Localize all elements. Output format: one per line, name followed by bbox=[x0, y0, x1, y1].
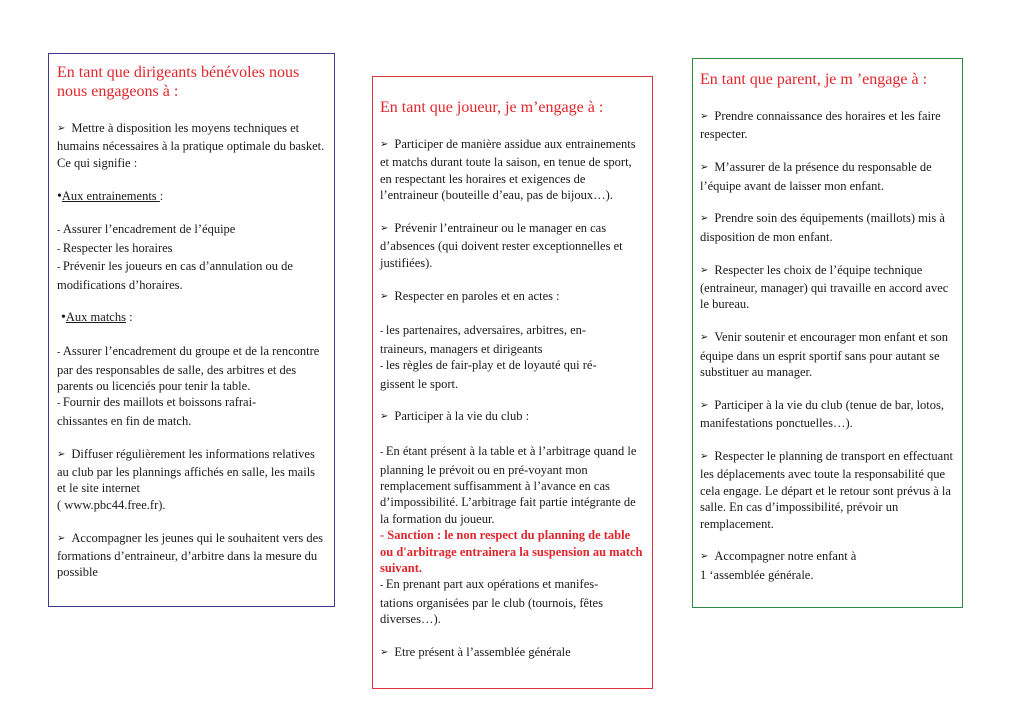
vie-club-item: - En prenant part aux opérations et manifes- tations organisées par le club (tournois, fêtes diverses…). bbox=[380, 577, 603, 627]
parent-item: ➢ Prendre connaissance des horaires et les faire respecter. bbox=[700, 109, 941, 142]
arrow-bullet-icon: ➢ bbox=[380, 290, 389, 302]
parent-item: ➢ Participer à la vie du club (tenue de bar, lotos, manifestations ponctuelles…). bbox=[700, 397, 945, 431]
arrow-bullet-icon: ➢ bbox=[700, 332, 709, 344]
sanction-notice: - Sanction : le non respect du planning de table ou d'arbitrage entrainera la suspension au match suivant. bbox=[380, 528, 643, 576]
joueur-paragraph-2: ➢ Prévenir l’entraineur ou le manager en cas d’absences (qui doivent rester exceptionnelles et justifiées). bbox=[380, 221, 623, 270]
dirigeants-heading: En tant que dirigeants bénévoles nous nous engageons à : bbox=[57, 64, 300, 100]
joueur-paragraph-1: ➢ Participer de manière assidue aux entrainements et matchs durant toute la saison, en tenue de sport, en respectant les horaires et exigences de l’entraineur (bouteille d’eau, pas de bijoux…). bbox=[380, 137, 636, 203]
arrow-bullet-icon: ➢ bbox=[57, 532, 66, 544]
joueur-paragraph-4: ➢ Participer à la vie du club : bbox=[380, 409, 530, 424]
arrow-bullet-icon: ➢ bbox=[700, 111, 709, 122]
respect-item: - les règles de fair-play et de loyauté qui ré- gissent le sport. bbox=[380, 358, 597, 391]
bullet-icon: • bbox=[57, 188, 62, 204]
matchs-section-label: •Aux matchs : bbox=[61, 310, 133, 326]
parent-heading: En tant que parent, je m ’engage à : bbox=[700, 71, 928, 88]
dirigeants-panel bbox=[48, 53, 335, 607]
arrow-bullet-icon: ➢ bbox=[700, 264, 709, 276]
arrow-bullet-icon: ➢ bbox=[380, 223, 389, 235]
vie-club-item: - En étant présent à la table et à l’arbitrage quand le planning le prévoit ou en pré-voyant mon remplacement suffisamment à l’avance en cas d’impossibilité. L’arbitrage fait partie intégrante de la formation du joueur. bbox=[380, 444, 637, 526]
arrow-bullet-icon: ➢ bbox=[57, 448, 66, 460]
parent-item: ➢ Respecter les choix de l’équipe technique (entraineur, manager) qui travaille en accord avec le bureau. bbox=[700, 262, 949, 312]
matchs-item: - Fournir des maillots et boissons rafrai- chissantes en fin de match. bbox=[57, 395, 257, 428]
joueur-paragraph-5: ➢ Etre présent à l’assemblée générale bbox=[380, 645, 571, 660]
arrow-bullet-icon: ➢ bbox=[700, 551, 709, 563]
joueur-paragraph-3: ➢ Respecter en paroles et en actes : bbox=[380, 288, 560, 303]
entrainements-item: - Respecter les horaires bbox=[57, 240, 173, 255]
arrow-bullet-icon: ➢ bbox=[380, 139, 389, 150]
arrow-bullet-icon: ➢ bbox=[380, 647, 389, 659]
dirigeants-paragraph-1: ➢ Mettre à disposition les moyens techniques et humains nécessaires à la pratique optimale du basket. Ce qui signifie : bbox=[57, 121, 325, 170]
parent-item: ➢ Respecter le planning de transport en effectuant les déplacements avec toute la responsabilité que cela engage. Le départ et le retour sont prévus à la salle. En cas d’impossibilité, prévoir un remplacement. bbox=[700, 449, 953, 531]
matchs-item: - Assurer l’encadrement du groupe et de la rencontre par des responsables de salle, des arbitres et des parents ou licenciés pour tenir la table. bbox=[57, 344, 320, 394]
arrow-bullet-icon: ➢ bbox=[700, 451, 709, 463]
entrainements-item: - Prévenir les joueurs en cas d’annulation ou de modifications d’horaires. bbox=[57, 259, 293, 292]
parent-item: ➢ Prendre soin des équipements (maillots) mis à disposition de mon enfant. bbox=[700, 211, 945, 244]
entrainements-section-label: •Aux entrainements : bbox=[57, 188, 164, 204]
parent-panel bbox=[692, 58, 963, 608]
entrainements-item: - Assurer l’encadrement de l’équipe bbox=[57, 222, 236, 237]
arrow-bullet-icon: ➢ bbox=[700, 213, 709, 225]
parent-item: ➢ Venir soutenir et encourager mon enfant et son équipe dans un esprit sportif sans pour autant se substituer au manager. bbox=[700, 330, 948, 380]
parent-item: ➢ Accompagner notre enfant à 1 ‘assemblée générale. bbox=[700, 549, 857, 582]
dirigeants-paragraph-3: ➢ Accompagner les jeunes qui le souhaitent vers des formations d’entraineur, d’arbitre dans la mesure du possible bbox=[57, 530, 324, 580]
joueur-heading: En tant que joueur, je m’engage à : bbox=[380, 99, 604, 116]
dirigeants-paragraph-2: ➢ Diffuser régulièrement les informations relatives au club par les plannings affichés en salle, les mails et le site internet ( www.pbc44.free.fr). bbox=[57, 446, 316, 512]
respect-item: - les partenaires, adversaires, arbitres, en- traineurs, managers et dirigeants bbox=[380, 323, 587, 356]
bullet-icon: • bbox=[61, 310, 66, 326]
arrow-bullet-icon: ➢ bbox=[57, 123, 66, 134]
arrow-bullet-icon: ➢ bbox=[380, 411, 389, 423]
joueur-panel bbox=[372, 76, 653, 689]
arrow-bullet-icon: ➢ bbox=[700, 399, 709, 411]
arrow-bullet-icon: ➢ bbox=[700, 162, 709, 174]
parent-item: ➢ M’assurer de la présence du responsable de l’équipe avant de laisser mon enfant. bbox=[700, 160, 932, 193]
